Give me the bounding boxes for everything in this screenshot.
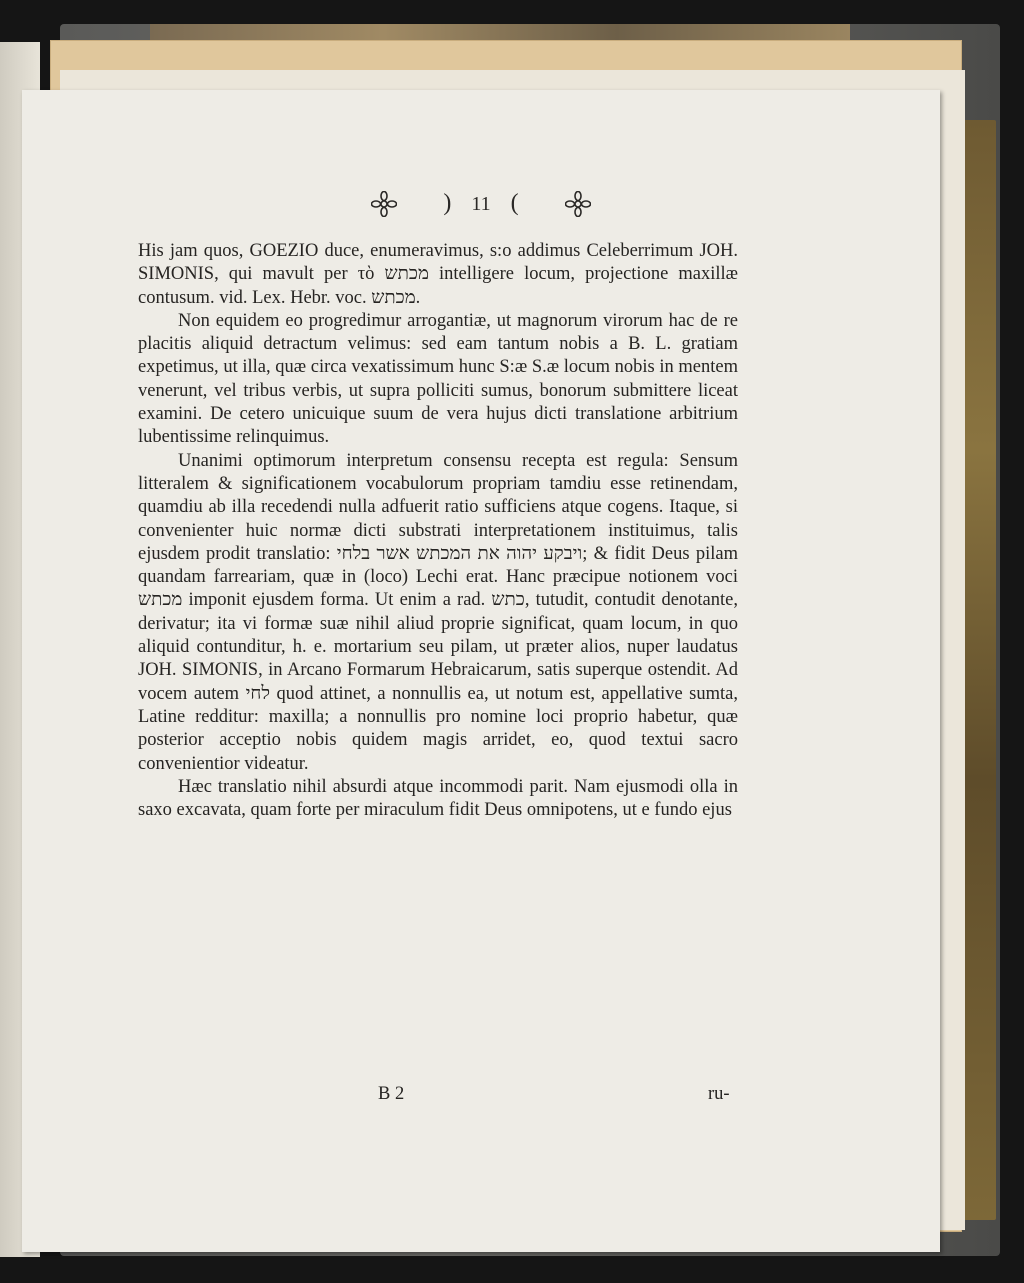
paragraph-4: Hæc translatio nihil absurdi atque incommodi parit. Nam ejusmodi olla in saxo excavata, quam forte per miraculum fidit Deus omnipotens, ut e fundo ejus — [138, 776, 738, 821]
paragraph-3: Unanimi optimorum interpretum consensu recepta est regula: Sensum litteralem & significationem vocabulorum propriam tamdiu esse retinendam, quamdiu ab illa recedendi nulla adfuerit ratio sufficiens atque cogens. Itaque, si convenienter huic normæ dicti substrati interpretationem instituimus, talis ejusdem prodit translatio: ויבקע יהוה את המכתש אשר בלחי; & fidit Deus pilam quandam farreariam, quæ in (loco) Lechi erat. Hanc præcipue notionem voci מכתש imponit ejusdem forma. Ut enim a rad. כתש, tutudit, contudit denotante, derivatur; ita vi formæ suæ nihil aliud proprie significat, quam locum, in quo aliquid contunditur, h. e. mortarium seu pilam, ut præter alios, nuper laudatus JOH. SIMONIS, in Arcano Formarum Hebraicarum, satis superque ostendit. Ad vocem autem לחי quod attinet, a nonnullis ea, ut notum est, appellative sumta, Latine redditur: maxilla; a nonnullis pro nomine loci proprio habetur, quæ posterior acceptio nobis quidem magis arridet, eo, quod textui sacro convenientior videatur. — [138, 450, 739, 774]
page-header — [22, 190, 940, 217]
paragraph-1: His jam quos, GOEZIO duce, enumeravimus, s:o addimus Celeberrimum JOH. SIMONIS, qui mavult per τὸ מכתש intelligere locum, projectione maxillæ contusum. vid. Lex. Hebr. voc. מכתש. — [138, 241, 738, 308]
body-text — [138, 240, 738, 822]
catchword: ru- — [708, 1084, 730, 1104]
signature-mark: B 2 — [378, 1084, 405, 1104]
flower-ornament-icon — [371, 191, 397, 217]
header-right-paren: ( — [510, 190, 519, 216]
book-page — [22, 90, 940, 1252]
header-left-paren: ) — [443, 190, 452, 216]
paragraph-2: Non equidem eo progredimur arrogantiæ, ut magnorum virorum hac de re placitis aliquid detractum velimus: sed eam tantum nobis a B. L. gratiam expetimus, ut illa, quæ circa vexatissimum hunc S:æ S.æ locum nobis in mentem venerunt, vel tribus verbis, ut supra polliciti sumus, bonorum submittere liceat examini. De cetero unicuique suum de vera hujus dicti translatione arbitrium lubentissime relinquimus. — [138, 310, 738, 448]
page-number: 11 — [471, 193, 491, 215]
flower-ornament-icon — [565, 191, 591, 217]
